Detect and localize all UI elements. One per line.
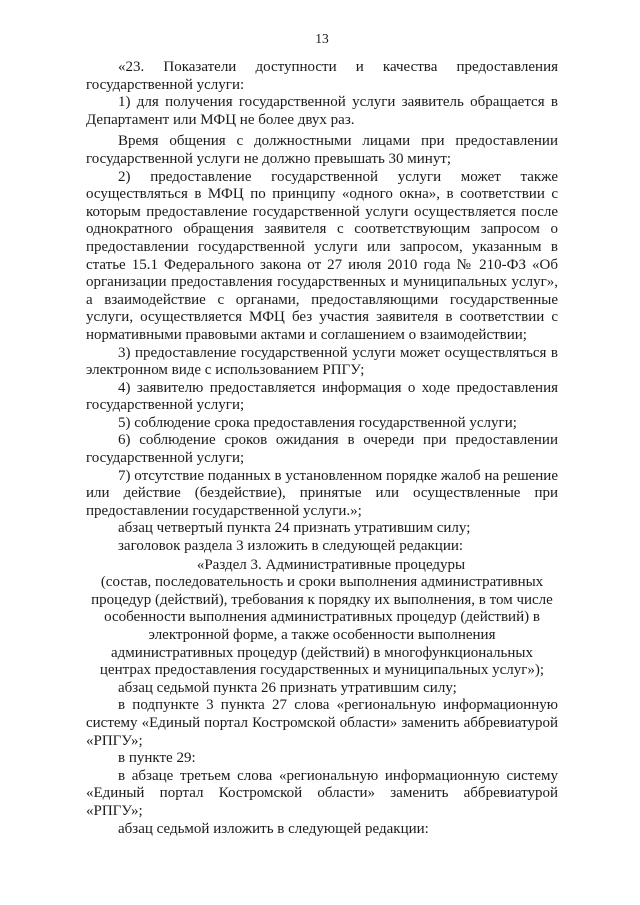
paragraph-subitem-3: 3) предоставление государственной услуги может осуществляться в электронном виде с использованием РПГУ; — [86, 344, 558, 379]
paragraph-communication-time: Время общения с должностными лицами при предоставлении государственной услуги не должно превышать 30 минут; — [86, 133, 558, 167]
paragraph-section-3-heading-amendment: заголовок раздела 3 изложить в следующей редакции: — [118, 538, 464, 555]
paragraph-subitem-1: 1) для получения государственной услуги заявитель обращается в Департамент или МФЦ не более двух раз. — [86, 94, 558, 128]
section-heading-subtitle: (состав, последовательность и сроки выполнения административных процедур (действий), требования к порядку их выполнения, в том числе особенности выполнения административных процедур (действий) в электронной форме, а также особенности выполнения административных процедур (действий) в многофункциональных центрах предоставления государственных и муниципальных услуг»); — [91, 574, 553, 679]
paragraph-item-29-intro: в пункте 29: — [118, 750, 196, 767]
paragraph-subitem-6: 6) соблюдение сроков ожидания в очереди при предоставлении государственной услуги; — [86, 432, 558, 467]
paragraph-item-23-heading: «23. Показатели доступности и качества предоставления государственной услуги: — [86, 59, 558, 93]
paragraph-item-27-amendment: в подпункте 3 пункта 27 слова «региональную информационную систему «Единый портал Костромской области» заменить аббревиатурой «РПГУ»; — [86, 697, 558, 749]
paragraph-subitem-4: 4) заявителю предоставляется информация о ходе предоставления государственной услуги; — [86, 379, 558, 414]
page-number: 13 — [315, 31, 329, 46]
paragraph-subitem-2: 2) предоставление государственной услуги может также осуществляться в МФЦ по принципу «одного окна», в соответствии с которым предоставление государственной услуги осуществляется после однократного обращения заявителя с соответствующим запросом о предоставлении государственной услуги или запросом, указанным в статье 15.1 Федерального закона от 27 июля 2010 года № 210-ФЗ «Об организации предоставления государственных и муниципальных услуг», а взаимодействие с органами, предоставляющими государственные услуги, осуществляется МФЦ без участия заявителя в соответствии с нормативными правовыми актами и соглашением о взаимодействии; — [86, 168, 558, 343]
section-heading-block — [86, 557, 558, 680]
paragraph-item-24-amendment: абзац четвертый пункта 24 признать утратившим силу; — [118, 520, 471, 537]
paragraph-subitem-5: 5) соблюдение срока предоставления государственной услуги; — [118, 414, 517, 431]
section-heading-title: «Раздел 3. Административные процедуры — [196, 556, 466, 573]
paragraph-subitem-7: 7) отсутствие поданных в установленном порядке жалоб на решение или действие (бездействие), принятые или осуществленные при предоставлении государственной услуги.»; — [86, 467, 558, 519]
paragraph-item-29-seventh-abzac: абзац седьмой изложить в следующей редакции: — [118, 820, 429, 837]
paragraph-item-26-amendment: абзац седьмой пункта 26 признать утратившим силу; — [118, 679, 457, 696]
paragraph-item-29-third-abzac: в абзаце третьем слова «региональную информационную систему «Единый портал Костромской области» заменить аббревиатурой «РПГУ»; — [86, 767, 558, 819]
